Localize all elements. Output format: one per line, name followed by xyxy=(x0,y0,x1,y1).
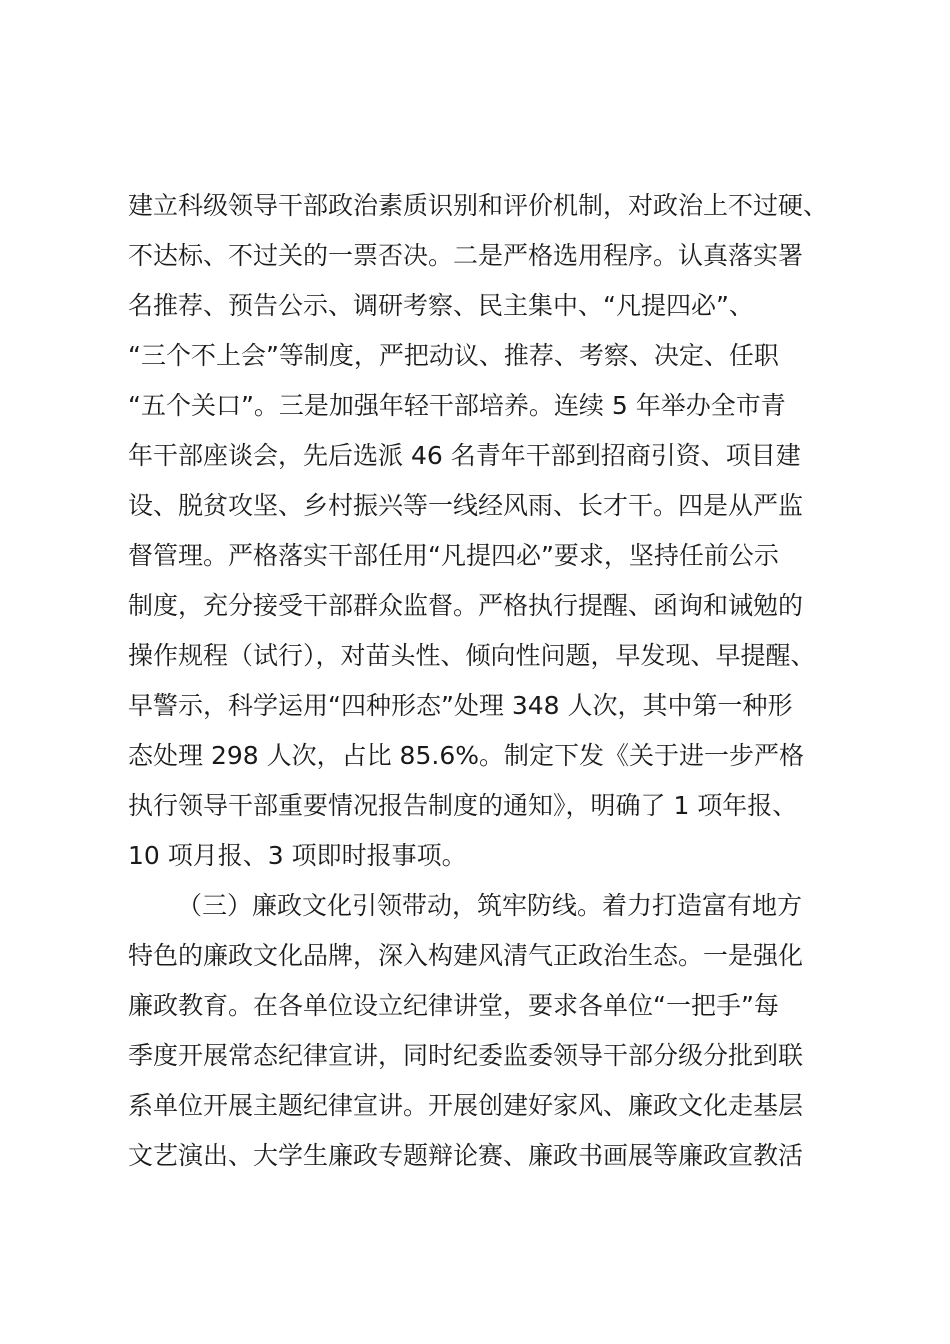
text-line: 文艺演出、大学生廉政专题辩论赛、廉政书画展等廉政宣教活 xyxy=(128,1141,804,1170)
text-line: 督管理。严格落实干部任用“凡提四必”要求，坚持任前公示 xyxy=(128,541,779,570)
text-line: 名推荐、预告公示、调研考察、民主集中、“凡提四必”、 xyxy=(128,291,754,320)
text-line: 年干部座谈会，先后选派 46 名青年干部到招商引资、项目建 xyxy=(128,441,801,470)
text-line: 10 项月报、3 项即时报事项。 xyxy=(128,841,467,870)
text-line: 早警示，科学运用“四种形态”处理 348 人次，其中第一种形 xyxy=(128,691,793,720)
text-line: 廉政教育。在各单位设立纪律讲堂，要求各单位“一把手”每 xyxy=(128,991,779,1020)
text-line: “五个关口”。三是加强年轻干部培养。连续 5 年举办全市青 xyxy=(128,391,786,420)
text-line: 态处理 298 人次，占比 85.6%。制定下发《关于进一步严格 xyxy=(128,741,804,770)
text-line: “三个不上会”等制度，严把动议、推荐、考察、决定、任职 xyxy=(128,341,779,370)
text-line: 操作规程（试行），对苗头性、倾向性问题，早发现、早提醒、 xyxy=(128,641,816,670)
text-line: 不达标、不过关的一票否决。二是严格选用程序。认真落实署 xyxy=(128,241,804,270)
paragraph-1 xyxy=(128,181,853,881)
text-line: 建立科级领导干部政治素质识别和评价机制，对政治上不过硬、 xyxy=(128,191,829,220)
text-line: （三）廉政文化引领带动，筑牢防线。着力打造富有地方 xyxy=(177,891,803,920)
text-line: 设、脱贫攻坚、乡村振兴等一线经风雨、长才干。四是从严监 xyxy=(128,491,804,520)
text-line: 特色的廉政文化品牌，深入构建风清气正政治生态。一是强化 xyxy=(128,941,804,970)
text-line: 季度开展常态纪律宣讲，同时纪委监委领导干部分级分批到联 xyxy=(128,1041,804,1070)
text-line: 执行领导干部重要情况报告制度的通知》，明确了 1 项年报、 xyxy=(128,791,798,820)
text-line: 系单位开展主题纪律宣讲。开展创建好家风、廉政文化走基层 xyxy=(128,1091,804,1120)
text-line: 制度，充分接受干部群众监督。严格执行提醒、函询和诫勉的 xyxy=(128,591,804,620)
document-body xyxy=(128,181,853,1181)
paragraph-2 xyxy=(128,881,853,1181)
